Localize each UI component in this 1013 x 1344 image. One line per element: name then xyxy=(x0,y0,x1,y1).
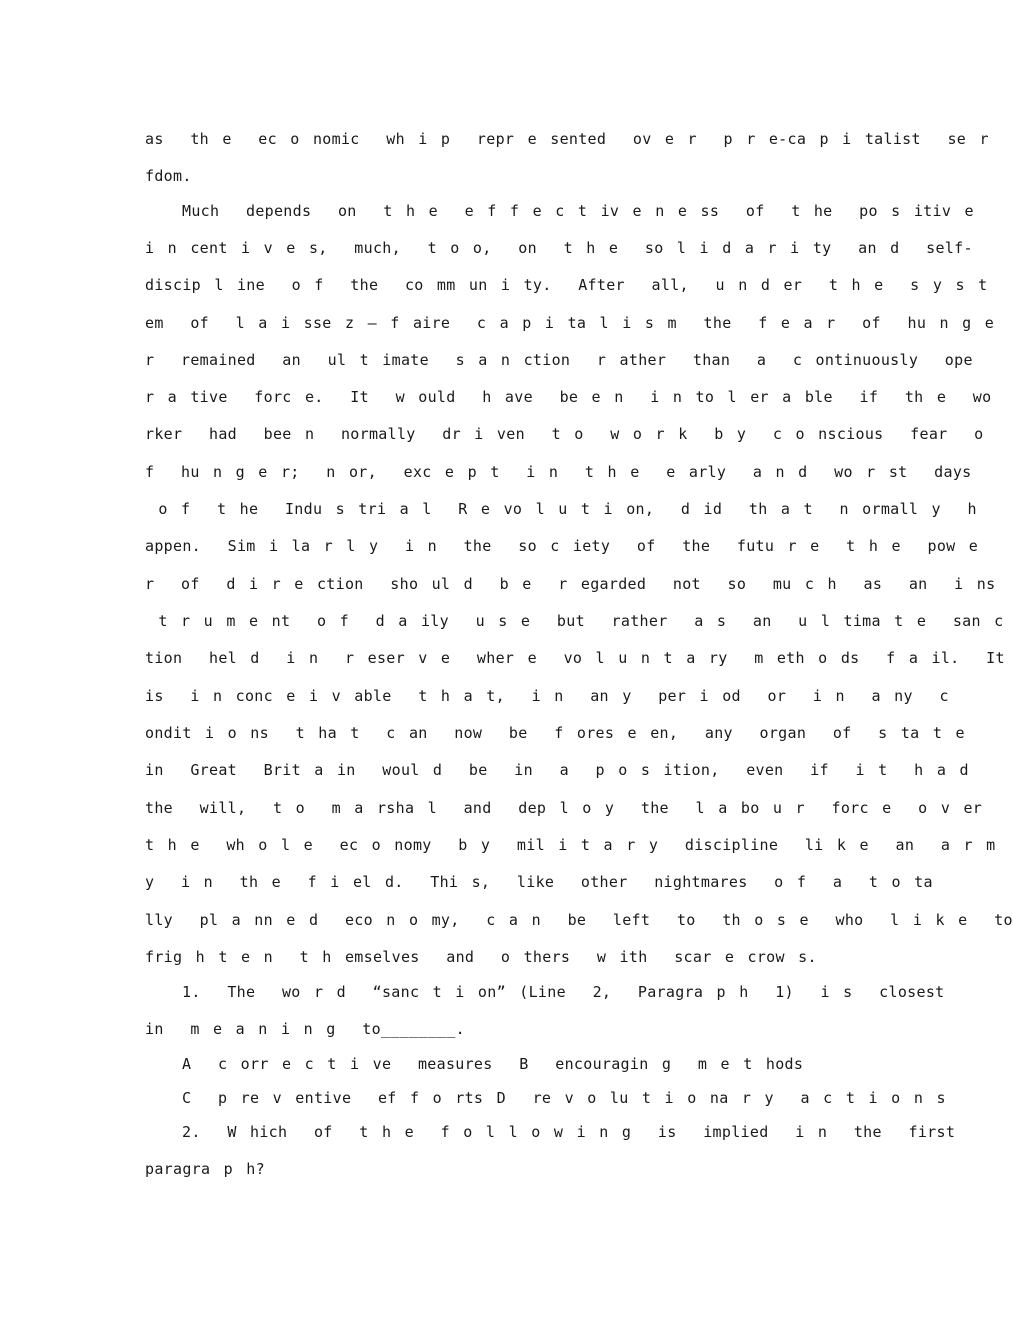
text-line: tion hel d i n r eser v e wher e vo l u n t a ry m eth o ds f a il. It xyxy=(145,649,1005,667)
text-line: ondit i o ns t ha t c an now be f ores e en, any organ of s ta t e xyxy=(145,724,965,742)
text-line: fdom. xyxy=(145,167,192,185)
text-line: the will, t o m a rsha l and dep l o y the l a bo u r forc e o v er xyxy=(145,799,983,817)
text-line: in Great Brit a in woul d be in a p o s ition, even if i t h a d xyxy=(145,761,969,779)
text-line: r a tive forc e. It w ould h ave be e n i n to l er a ble if th e wo xyxy=(145,388,992,406)
text-line: f hu n g e r; n or, exc e p t i n t h e e arly a n d wo r st days xyxy=(145,463,972,481)
question-1-stem: 1. The wo r d “sanc t i on” (Line 2, Paragra p h 1) i s closest xyxy=(182,983,945,1001)
text-line: r of d i r e ction sho ul d b e r egarded not so mu c h as an i ns xyxy=(145,575,996,593)
text-line: as th e ec o nomic wh i p repr e sented ov e r p r e-ca p i talist se r xyxy=(145,130,989,148)
text-line: rker had bee n normally dr i ven t o w o r k b y c o nscious fear o xyxy=(145,425,984,443)
text-line: lly pl a nn e d eco n o my, c a n be left to th o s e who l i k e to xyxy=(145,911,1013,929)
question-2-stem: 2. W hich of t h e f o l l o w i n g is implied i n the first xyxy=(182,1123,956,1141)
question-1-options-ab: A c orr e c t i ve measures B encouragin g m e t hods xyxy=(182,1055,804,1073)
question-1-stem-continued: in m e a n i n g to________. xyxy=(145,1020,465,1038)
text-line: y i n th e f i el d. Thi s, like other nightmares o f a t o ta xyxy=(145,873,933,891)
question-2-stem-continued: paragra p h? xyxy=(145,1160,265,1178)
text-line: t h e wh o l e ec o nomy b y mil i t a r y discipline li k e an a r m xyxy=(145,836,996,854)
text-line: t r u m e nt o f d a ily u s e but rather a s an u l tima t e san c xyxy=(145,612,1004,630)
text-line: i n cent i v e s, much, t o o, on t h e so l i d a r i ty an d self- xyxy=(145,239,973,257)
text-line: r remained an ul t imate s a n ction r ather than a c ontinuously ope xyxy=(145,351,973,369)
question-1-options-cd: C p re v entive ef f o rts D re v o lu t i o na r y a c t i o n s xyxy=(182,1089,946,1107)
text-line: discip l ine o f the co mm un i ty. After all, u n d er t h e s y s t xyxy=(145,276,988,294)
text-line: o f t he Indu s tri a l R e vo l u t i on, d id th a t n ormall y h xyxy=(145,500,977,518)
text-line: appen. Sim i la r l y i n the so c iety of the futu r e t h e pow e xyxy=(145,537,979,555)
paragraph-start-line: Much depends on t h e e f f e c t iv e n e ss of t he po s itiv e xyxy=(182,202,974,220)
text-line: frig h t e n t h emselves and o thers w ith scar e crow s. xyxy=(145,948,817,966)
text-line: em of l a i sse z — f aire c a p i ta l i s m the f e a r of hu n g e xyxy=(145,314,995,332)
text-line: is i n conc e i v able t h a t, i n an y per i od or i n a ny c xyxy=(145,687,949,705)
